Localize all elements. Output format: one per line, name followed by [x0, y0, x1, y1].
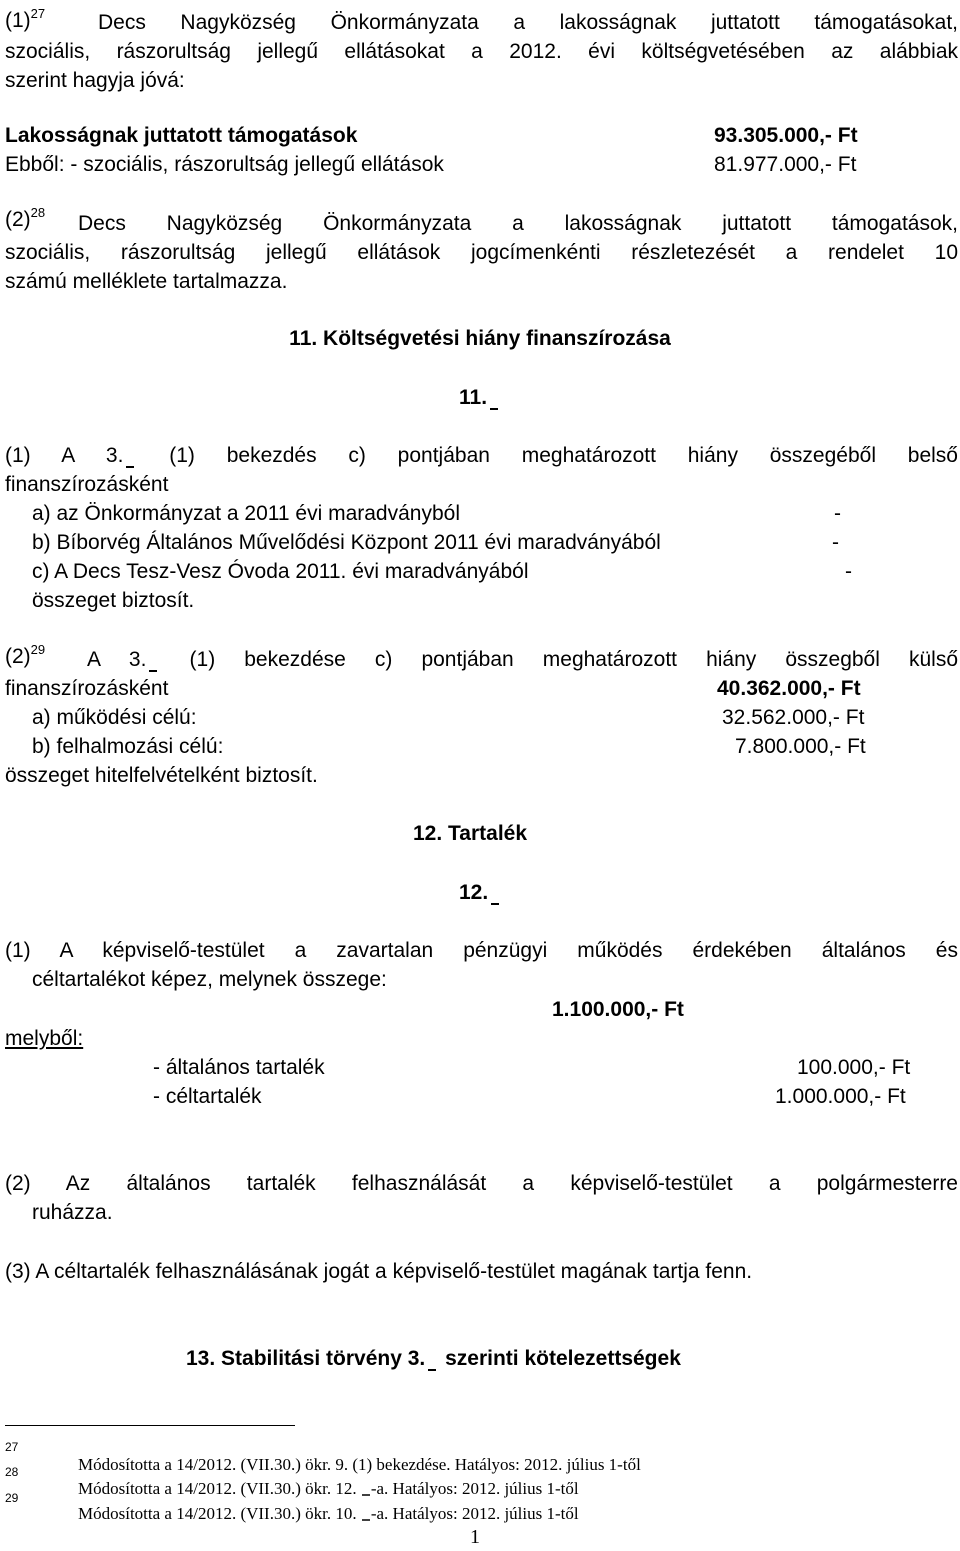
s12-p1-cel-label: - céltartalék: [153, 1085, 262, 1108]
paragraph-2-text-2: szociális, rászorultság jellegű ellátások jogcímenkénti részletezését a rendelet 10: [5, 241, 958, 264]
s12-p1-general-label: - általános tartalék: [153, 1056, 325, 1079]
s11-p1-line-2: finanszírozásként: [5, 473, 169, 496]
s11-p1-item-c: c) A Decs Tesz-Vesz Óvoda 2011. évi maradványából: [32, 560, 529, 583]
text-fragment: (1) bekezdése c) pontjában meghatározott hiány összegből külső: [189, 648, 958, 671]
paragraph-number: (2): [5, 208, 31, 231]
s11-p1-line-1: [5, 441, 958, 470]
section-11-heading: 11. Költségvetési hiány finanszírozása: [289, 327, 671, 350]
paragraph-number: (1): [5, 9, 31, 32]
section-sign-icon: [425, 1348, 439, 1368]
s12-p1-line-1: (1) A képviselő-testület a zavartalan pénzügyi működés érdekében általános és: [5, 939, 958, 962]
s12-p3-line-1: (3) A céltartalék felhasználásának jogát a képviselő-testület magának tartja fenn.: [5, 1260, 753, 1283]
footnote-ref[interactable]: 28: [30, 205, 46, 220]
section-12-para: [459, 878, 502, 907]
s11-p2-b-label: b) felhalmozási célú:: [32, 735, 224, 758]
s12-p1-melybol: melyből:: [5, 1027, 84, 1050]
summary-label-social: Ebből: - szociális, rászorultság jellegű ellátások: [5, 153, 444, 176]
paragraph-1-text-1: Decs Nagyközség Önkormányzata a lakosságnak juttatott támogatásokat,: [98, 11, 958, 34]
section-sign-icon: [488, 882, 502, 902]
footnote-29-text: [78, 1502, 579, 1525]
page-number: 1: [470, 1526, 480, 1548]
paragraph-number: (2): [5, 645, 31, 668]
s12-p2-line-2: ruházza.: [32, 1201, 113, 1224]
section-sign-icon: [361, 1502, 371, 1522]
paragraph-1-line-1: [5, 6, 45, 35]
summary-value-social: 81.977.000,- Ft: [714, 153, 857, 176]
text-fragment: Módosította a 14/2012. (VII.30.) ökr. 12.: [78, 1479, 357, 1498]
text-fragment: (1) bekezdés c) pontjában meghatározott hiány összegéből belső: [169, 444, 958, 467]
footnote-number-29: 29: [5, 1491, 19, 1505]
footnote-28-text: [78, 1477, 579, 1500]
section-13-heading: [186, 1344, 681, 1373]
summary-value-total: 93.305.000,- Ft: [714, 124, 858, 147]
para-number: 12.: [459, 881, 489, 904]
text-fragment: Módosította a 14/2012. (VII.30.) ökr. 10.: [78, 1504, 357, 1523]
footnote-27-text: Módosította a 14/2012. (VII.30.) ökr. 9. (1) bekezdése. Hatályos: 2012. július 1-től: [78, 1455, 641, 1474]
text-fragment: (1) A 3.: [5, 444, 124, 467]
s11-p2-line-2: finanszírozásként: [5, 677, 169, 700]
s12-p2-line-1: (2) Az általános tartalék felhasználását a képviselő-testület a polgármesterre: [5, 1172, 958, 1195]
footnote-ref[interactable]: 27: [30, 6, 46, 21]
footnote-ref[interactable]: 29: [30, 642, 46, 657]
section-sign-icon: [146, 649, 160, 669]
s11-p2-a-value: 32.562.000,- Ft: [722, 706, 865, 729]
s11-p1-item-b: b) Bíborvég Általános Művelődési Központ 2011 évi maradványából: [32, 531, 661, 554]
paragraph-2-text-1: Decs Nagyközség Önkormányzata a lakosságnak juttatott támogatások,: [78, 212, 958, 235]
footnote-number-28: 28: [5, 1465, 19, 1479]
section-12-heading: 12. Tartalék: [413, 822, 528, 845]
footnote-separator: [5, 1425, 295, 1426]
paragraph-1-text-3: szerint hagyja jóvá:: [5, 69, 185, 92]
s11-p1-dash-b: -: [832, 531, 839, 554]
paragraph-2-text-3: számú melléklete tartalmazza.: [5, 270, 288, 293]
s11-p2-end: összeget hitelfelvételként biztosít.: [5, 764, 318, 787]
s11-p1-dash-a: -: [834, 502, 841, 525]
s12-p1-line-2: céltartalékot képez, melynek összege:: [32, 968, 387, 991]
s12-p1-general-value: 100.000,- Ft: [797, 1056, 911, 1079]
section-sign-icon: [487, 387, 501, 407]
s12-p1-total: 1.100.000,- Ft: [552, 998, 684, 1021]
footnote-number-27: 27: [5, 1440, 19, 1454]
para-number: 11.: [459, 386, 488, 409]
s11-p2-total: 40.362.000,- Ft: [717, 677, 861, 700]
text-fragment: 13. Stabilitási törvény 3.: [186, 1347, 426, 1370]
summary-label-total: Lakosságnak juttatott támogatások: [5, 124, 358, 147]
text-fragment: -a. Hatályos: 2012. július 1-től: [370, 1504, 579, 1523]
s11-p1-item-a: a) az Önkormányzat a 2011 évi maradványból: [32, 502, 460, 525]
section-sign-icon: [361, 1477, 371, 1497]
s11-p2-b-value: 7.800.000,- Ft: [735, 735, 866, 758]
s11-p2-number: [5, 642, 45, 671]
text-fragment: szerinti kötelezettségek: [445, 1347, 681, 1370]
s11-p2-line-1: [87, 645, 958, 674]
s11-p1-dash-c: -: [845, 560, 852, 583]
text-fragment: -a. Hatályos: 2012. július 1-től: [370, 1479, 579, 1498]
section-11-para: [459, 383, 501, 412]
s11-p1-end: összeget biztosít.: [32, 589, 195, 612]
paragraph-2-number: [5, 205, 45, 234]
paragraph-1-text-2: szociális, rászorultság jellegű ellátásokat a 2012. évi költségvetésében az alábbiak: [5, 40, 958, 63]
s11-p2-a-label: a) működési célú:: [32, 706, 197, 729]
text-fragment: A 3.: [87, 648, 147, 671]
s12-p1-cel-value: 1.000.000,- Ft: [775, 1085, 906, 1108]
section-sign-icon: [123, 445, 137, 465]
